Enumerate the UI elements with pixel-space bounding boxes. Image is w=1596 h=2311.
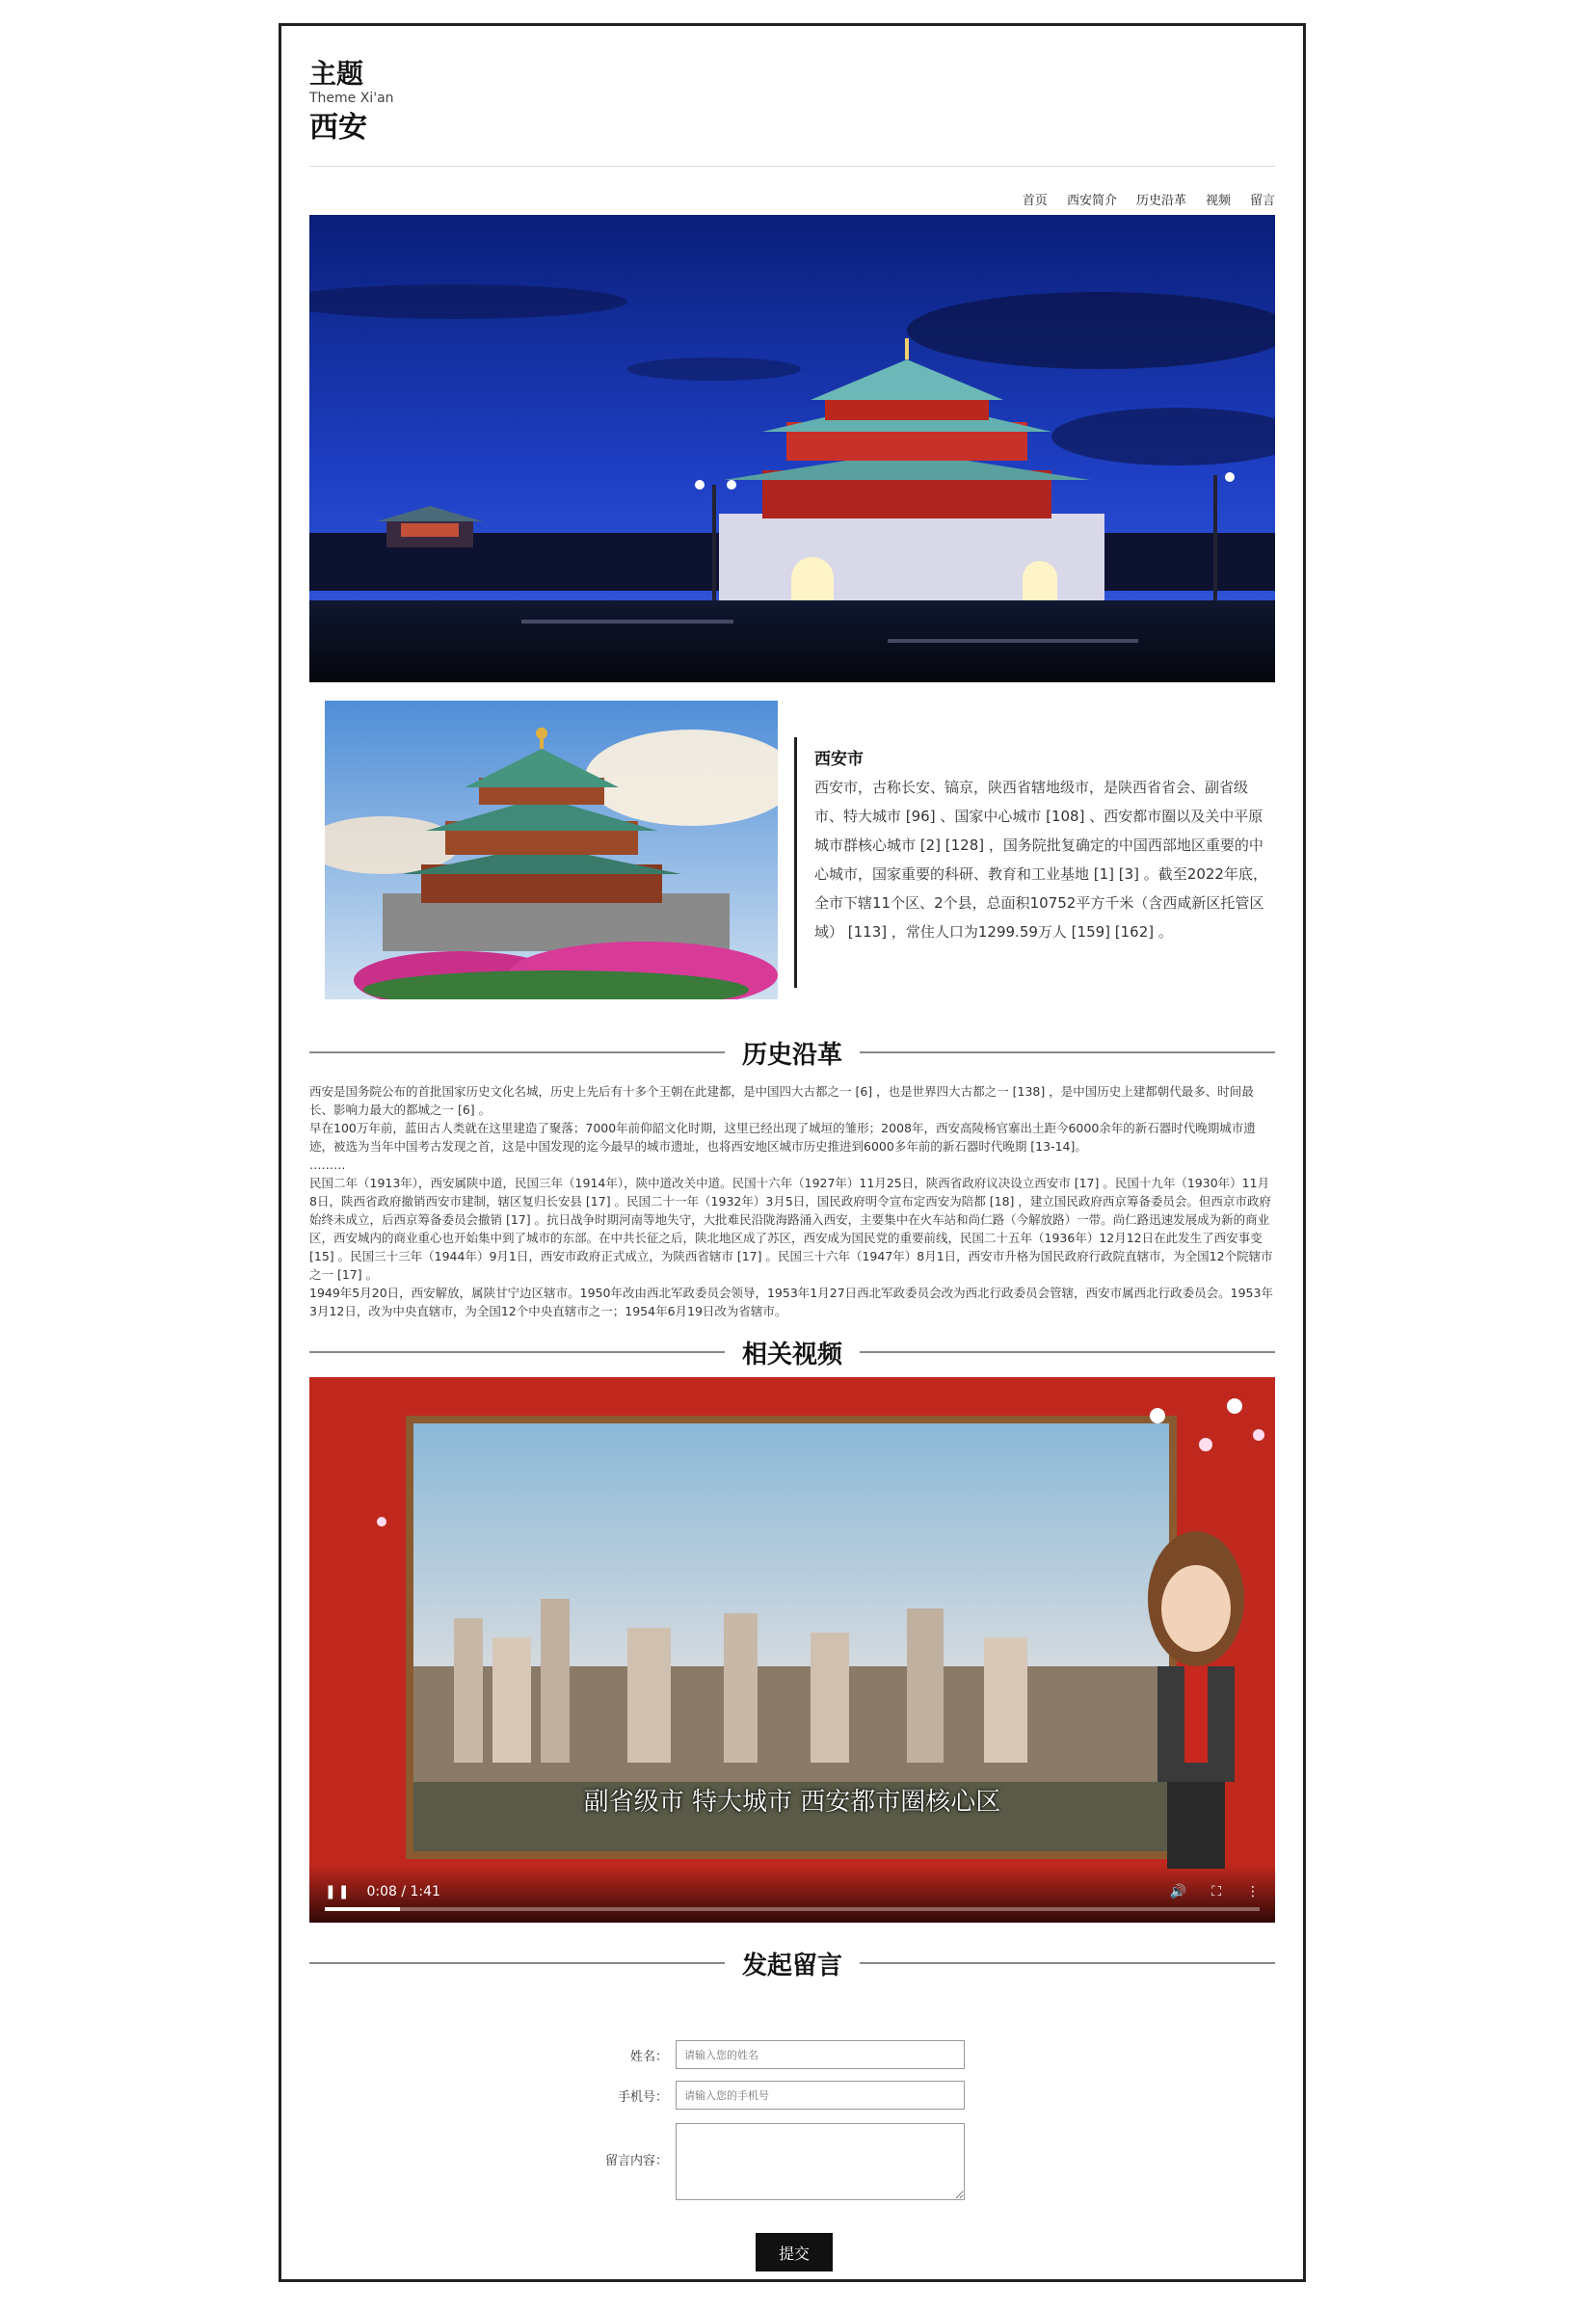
more-options-icon[interactable]: ⋮ bbox=[1246, 1884, 1260, 1899]
intro-accent-bar bbox=[794, 737, 797, 988]
phone-input[interactable] bbox=[676, 2081, 965, 2110]
divider-line bbox=[860, 1962, 1275, 1964]
name-label: 姓名： bbox=[629, 2050, 668, 2064]
video-time: 0:08 / 1:41 bbox=[366, 1884, 440, 1899]
history-section-title bbox=[309, 1033, 1275, 1072]
video-frame bbox=[309, 1377, 1275, 1923]
brand-city: 西安 bbox=[309, 111, 367, 145]
video-controls bbox=[309, 1865, 1275, 1923]
header-divider bbox=[309, 166, 1275, 167]
nav-intro[interactable]: 西安简介 bbox=[1066, 194, 1117, 208]
message-title: 发起留言 bbox=[742, 1951, 843, 1980]
hero-image bbox=[309, 215, 1275, 682]
history-title: 历史沿革 bbox=[742, 1040, 843, 1070]
history-paragraph: 1949年5月20日，西安解放，属陕甘宁边区辖市。1950年改由西北军政委员会领导，1953年1月27日西北军政委员会改为西北行政委员会管辖，西安市属西北行政委员会。1953年3月12日，改为中央直辖市，为全国12个中央直辖市之一；1954年6月19日改为省辖市。 bbox=[309, 1286, 1273, 1318]
volume-icon[interactable]: 🔊 bbox=[1169, 1884, 1187, 1899]
submit-button[interactable]: 提交 bbox=[756, 2233, 833, 2271]
bell-tower-day-illustration bbox=[325, 701, 778, 999]
divider-line bbox=[309, 1051, 725, 1053]
history-paragraph: 民国二年（1913年），西安属陕中道，民国三年（1914年），陕中道改关中道。民国十六年（1927年）11月25日，陕西省政府议决设立西安市 [17] 。民国十九年（1930年）11月8日，陕西省政府撤销西安市建制，辖区复归长安县 [17] 。民国二十一年（1932年）3月5日，国民政府明令宣布定西安为陪都 [18] ，建立国民政府西京筹备委员会。但西京市政府始终未成立，后西京筹备委员会撤销 [17] 。抗日战争时期河南等地失守，大批难民沿陇海路涌入西安，主要集中在火车站和尚仁路（今解放路）一带。尚仁路迅速发展成为新的商业区，西安城内的商业重心也开始集中到了城市的东部。在中共长征之后，陕北地区成了苏区，西安成为国民党的重要前线，民国二十五年（1936年）12月12日在此发生了西安事变 [15] 。民国三十三年（1944年）9月1日，西安市政府正式成立，为陕西省辖市 [17] 。民国三十六年（1947年）8月1日，西安市升格为国民政府行政院直辖市，为全国12个院辖市之一 [17] 。 bbox=[309, 1176, 1273, 1282]
divider-line bbox=[309, 1351, 725, 1353]
brand-title: 主题 bbox=[309, 58, 364, 90]
nav-home[interactable]: 首页 bbox=[1022, 194, 1048, 208]
intro-image bbox=[325, 701, 778, 999]
name-row bbox=[598, 2040, 965, 2069]
name-input[interactable] bbox=[676, 2040, 965, 2069]
video-subtitle: 副省级市 特大城市 西安都市圈核心区 bbox=[583, 1788, 1001, 1817]
video-player[interactable] bbox=[309, 1377, 1275, 1923]
main-nav bbox=[1023, 190, 1275, 208]
nav-history[interactable]: 历史沿革 bbox=[1135, 194, 1186, 208]
nav-video[interactable]: 视频 bbox=[1205, 194, 1231, 208]
phone-row bbox=[598, 2081, 965, 2110]
video-control-row bbox=[325, 1884, 1260, 1899]
pause-icon[interactable]: ❚❚ bbox=[325, 1884, 352, 1899]
content-textarea[interactable] bbox=[676, 2123, 965, 2200]
content-label: 留言内容： bbox=[604, 2154, 668, 2168]
video-progress-bar[interactable] bbox=[325, 1907, 1260, 1911]
divider-line bbox=[309, 1962, 725, 1964]
message-section-title bbox=[309, 1944, 1275, 1982]
intro-body: 西安市，古称长安、镐京，陕西省辖地级市，是陕西省省会、副省级市、特大城市 [96] 、国家中心城市 [108] 、西安都市圈以及关中平原城市群核心城市 [2] [128] ，国务院批复确定的中国西部地区重要的中心城市，国家重要的科研、教育和工业基地 [1] [3] 。截至2022年底，全市下辖11个区、2个县，总面积10752平方千米（含西咸新区托管区域） [113] ，常住人口为1299.59万人 [159] [162] 。 bbox=[814, 779, 1267, 941]
history-paragraph: 西安是国务院公布的首批国家历史文化名城，历史上先后有十多个王朝在此建都，是中国四大古都之一 [6] ，也是世界四大古都之一 [138] ，是中国历史上建都朝代最多、时间最长、影响力最大的都城之一 [6] 。 bbox=[309, 1084, 1254, 1117]
intro-heading: 西安市 bbox=[814, 750, 864, 769]
video-title: 相关视频 bbox=[742, 1340, 843, 1369]
nav-message[interactable]: 留言 bbox=[1249, 194, 1275, 208]
fullscreen-icon[interactable]: ⛶ bbox=[1211, 1884, 1221, 1899]
brand-subtitle: Theme Xi'an bbox=[309, 91, 394, 106]
content-row bbox=[598, 2123, 965, 2200]
phone-label: 手机号： bbox=[617, 2090, 668, 2105]
intro-text bbox=[814, 737, 1267, 946]
video-progress-fill bbox=[325, 1907, 400, 1911]
divider-line bbox=[860, 1051, 1275, 1053]
history-paragraph: 早在100万年前，蓝田古人类就在这里建造了聚落；7000年前仰韶文化时期，这里已经出现了城垣的雏形；2008年，西安高陵杨官寨出土距今6000余年的新石器时代晚期城市遗迹，被选为当年中国考古发现之首，这是中国发现的迄今最早的城市遗址，也将西安地区城市历史推进到6000多年前的新石器时代晚期 [13-14]。 bbox=[309, 1121, 1256, 1154]
video-section-title bbox=[309, 1333, 1275, 1371]
page-frame bbox=[279, 23, 1306, 2282]
divider-line bbox=[860, 1351, 1275, 1353]
bell-tower-night-illustration bbox=[309, 215, 1275, 682]
brand bbox=[309, 59, 394, 147]
history-paragraph: ……… bbox=[309, 1157, 346, 1172]
history-text bbox=[309, 1082, 1275, 1320]
